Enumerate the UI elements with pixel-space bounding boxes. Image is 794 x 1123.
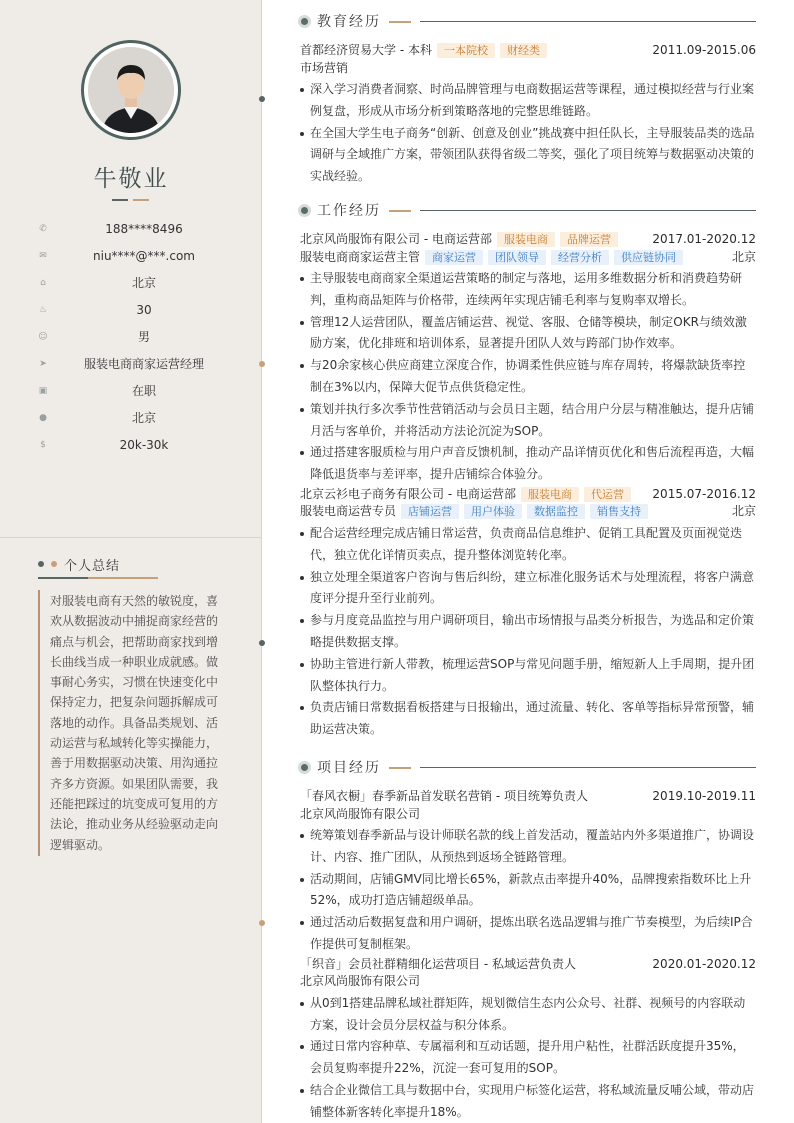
mail-icon: ✉ bbox=[39, 250, 47, 261]
summary-text: 对服装电商有天然的敏锐度，喜欢从数据波动中捕捉商家经营的痛点与机会，把帮助商家找到增长曲线当成一种职业成就感。做事耐心务实，习惯在快速变化中保持定力，把复杂问题拆解成可落地的动作。具备品类规划、活动运营与私域转化等实操能力，善于用数据驱动决策、用沟通拉齐多方资源。如果团队需要，我还能把踩过的坑变成可复用的方法论，推动业务从经验驱动走向逻辑驱动。 bbox=[38, 590, 224, 856]
location-pin-icon: ● bbox=[39, 412, 47, 423]
bullet-item: 与20余家核心供应商建立深度合作，协调柔性供应链与库存周转，将爆款缺货率控制在3%以内，保障大促节点供货稳定性。 bbox=[300, 355, 756, 399]
contact-value: 30 bbox=[136, 302, 152, 317]
sidebar bbox=[0, 0, 262, 1123]
project-date: 2019.10-2019.11 bbox=[652, 789, 756, 803]
education-bullets bbox=[300, 79, 756, 188]
tag-badge: 团队领导 bbox=[488, 250, 546, 265]
contact-row bbox=[38, 215, 248, 242]
tag-badge: 店铺运营 bbox=[401, 504, 459, 519]
bullet-item: 参与月度竞品监控与用户调研项目，输出市场情报与品类分析报告，为选品和定价策略提供数据支撑。 bbox=[300, 610, 756, 654]
gender-icon: ☺ bbox=[38, 331, 48, 342]
bullet-item: 策划并执行多次季节性营销活动与会员日主题，结合用户分层与精准触达，提升店铺月活与客单价，并将活动方法论沉淀为SOP。 bbox=[300, 399, 756, 443]
company-tags bbox=[492, 232, 618, 246]
company-name: 北京风尚服饰有限公司 - 电商运营部 bbox=[300, 232, 492, 246]
project-company: 北京风尚服饰有限公司 bbox=[300, 806, 421, 821]
tag-badge: 一本院校 bbox=[437, 43, 495, 58]
work-date: 2015.07-2016.12 bbox=[652, 486, 756, 501]
contact-value: 188****8496 bbox=[105, 221, 183, 236]
salary-icon: $ bbox=[40, 439, 46, 450]
education-section-header bbox=[298, 11, 756, 31]
work-section-header bbox=[298, 200, 756, 220]
contact-row bbox=[38, 296, 248, 323]
project-date: 2020.01-2020.12 bbox=[652, 956, 756, 971]
summary-title: 个人总结 bbox=[64, 559, 121, 574]
work-list bbox=[300, 231, 756, 741]
bullet-item: 通过搭建客服质检与用户声音反馈机制，推动产品详情页优化和售后流程再造，大幅降低退货率与差评率，提升店铺综合体验分。 bbox=[300, 442, 756, 486]
bullet-item: 通过日常内容种草、专属福利和互动话题，提升用户粘性，社群活跃度提升35%，会员复购率提升22%，沉淀一套可复用的SOP。 bbox=[300, 1036, 756, 1080]
section-title: 教育经历 bbox=[317, 14, 381, 30]
contact-info-list bbox=[38, 215, 248, 458]
company-tags bbox=[516, 487, 631, 501]
name-divider bbox=[112, 199, 150, 202]
section-accent-line bbox=[389, 21, 411, 23]
home-icon: ⌂ bbox=[40, 277, 46, 288]
work-role-row bbox=[300, 503, 756, 521]
work-bullets bbox=[300, 268, 756, 486]
job-role: 服装电商商家运营主管 bbox=[300, 249, 421, 264]
bullet-item: 从0到1搭建品牌私域社群矩阵，规划微信生态内公众号、社群、视频号的内容联动方案，设计会员分层权益与积分体系。 bbox=[300, 993, 756, 1037]
contact-row bbox=[38, 269, 248, 296]
bullet-item: 通过活动后数据复盘和用户调研，提炼出联名选品逻辑与推广节奏模型，为后续IP合作提供可复制框架。 bbox=[300, 912, 756, 956]
tag-badge: 数据监控 bbox=[527, 504, 585, 519]
tag-badge: 用户体验 bbox=[464, 504, 522, 519]
bullet-item: 独立处理全渠道客户咨询与售后纠纷，建立标准化服务话术与处理流程，将客户满意度评分提升至行业前列。 bbox=[300, 567, 756, 611]
project-section-header bbox=[298, 757, 756, 777]
send-icon: ➤ bbox=[39, 358, 47, 369]
contact-row bbox=[38, 242, 248, 269]
contact-value: niu****@***.com bbox=[93, 248, 195, 263]
project-entry bbox=[300, 788, 756, 956]
tag-badge: 销售支持 bbox=[590, 504, 648, 519]
contact-row bbox=[38, 350, 248, 377]
summary-underline bbox=[38, 577, 158, 579]
major: 市场营销 bbox=[300, 60, 349, 75]
section-rule bbox=[420, 21, 756, 22]
role-tags bbox=[396, 504, 648, 518]
project-bullets bbox=[300, 993, 756, 1123]
project-bullets bbox=[300, 825, 756, 956]
section-accent-line bbox=[389, 210, 411, 212]
bullet-item: 负责店铺日常数据看板搭建与日报输出，通过流量、转化、客单等指标异常预警，辅助运营决策。 bbox=[300, 697, 756, 741]
work-entry bbox=[300, 486, 756, 741]
main-content bbox=[262, 0, 794, 1123]
contact-row bbox=[38, 404, 248, 431]
profile-photo bbox=[88, 47, 174, 133]
section-accent-line bbox=[389, 767, 411, 769]
contact-value: 北京 bbox=[131, 411, 156, 425]
tag-badge: 供应链协同 bbox=[614, 250, 683, 265]
bullet-item: 活动期间，店铺GMV同比增长65%，新款点击率提升40%，品牌搜索指数环比上升52%，成功打造店铺超级单品。 bbox=[300, 869, 756, 913]
work-city: 北京 bbox=[731, 504, 756, 519]
school-name: 首都经济贸易大学 - 本科 bbox=[300, 43, 432, 57]
work-header-row bbox=[300, 231, 756, 249]
contact-value: 北京 bbox=[131, 276, 156, 290]
section-bullet-icon bbox=[298, 761, 311, 774]
project-list bbox=[300, 788, 756, 1123]
tag-badge: 经营分析 bbox=[551, 250, 609, 265]
contact-value: 男 bbox=[137, 330, 150, 344]
work-header-row bbox=[300, 486, 756, 504]
contact-value: 服装电商商家运营经理 bbox=[83, 357, 204, 371]
bullet-item: 统筹策划春季新品与设计师联名款的线上首发活动，覆盖站内外多渠道推广，协调设计、内容、推广团队，从预热到返场全链路管理。 bbox=[300, 825, 756, 869]
summary-dots-icon bbox=[38, 561, 60, 567]
bullet-item: 结合企业微信工具与数据中台，实现用户标签化运营，将私域流量反哺公域，带动店铺整体新客转化率提升18%。 bbox=[300, 1080, 756, 1123]
project-company: 北京风尚服饰有限公司 bbox=[300, 974, 421, 989]
job-role: 服装电商运营专员 bbox=[300, 504, 397, 519]
contact-row bbox=[38, 377, 248, 404]
work-entry bbox=[300, 231, 756, 486]
role-tags bbox=[420, 250, 683, 264]
bullet-item: 深入学习消费者洞察、时尚品牌管理与电商数据运营等课程，通过模拟经营与行业案例复盘，形成从市场分析到策略落地的完整思维链路。 bbox=[300, 79, 756, 123]
project-header-row bbox=[300, 788, 756, 806]
tag-badge: 服装电商 bbox=[497, 232, 555, 247]
bullet-item: 管理12人运营团队，覆盖店铺运营、视觉、客服、仓储等模块，制定OKR与绩效激励方案，优化排班和培训体系，显著提升团队人效与跨部门协作效率。 bbox=[300, 312, 756, 356]
tag-badge: 财经类 bbox=[500, 43, 547, 58]
contact-row bbox=[38, 431, 248, 458]
project-header-row bbox=[300, 956, 756, 974]
section-bullet-icon bbox=[298, 204, 311, 217]
contact-value: 在职 bbox=[131, 384, 156, 398]
sidebar-divider bbox=[0, 537, 262, 538]
timeline-dot bbox=[259, 96, 265, 102]
tag-badge: 品牌运营 bbox=[560, 232, 618, 247]
section-title: 项目经历 bbox=[317, 760, 381, 776]
cake-icon: ♨ bbox=[38, 304, 48, 315]
bullet-item: 协助主管进行新人带教，梳理运营SOP与常见问题手册，缩短新人上手周期，提升团队整体执行力。 bbox=[300, 654, 756, 698]
tag-badge: 商家运营 bbox=[425, 250, 483, 265]
section-rule bbox=[420, 210, 756, 211]
contact-row bbox=[38, 323, 248, 350]
education-entry bbox=[300, 42, 756, 188]
bullet-item: 配合运营经理完成店铺日常运营，负责商品信息维护、促销工具配置及页面视觉迭代，独立优化详情页卖点，提升整体浏览转化率。 bbox=[300, 523, 756, 567]
avatar bbox=[81, 40, 181, 140]
section-bullet-icon bbox=[298, 15, 311, 28]
timeline-dot bbox=[259, 920, 265, 926]
phone-icon: ✆ bbox=[39, 223, 47, 234]
tag-badge: 代运营 bbox=[584, 487, 631, 502]
tag-badge: 服装电商 bbox=[521, 487, 579, 502]
section-rule bbox=[420, 767, 756, 768]
bullet-item: 在全国大学生电子商务“创新、创意及创业”挑战赛中担任队长，主导服装品类的选品调研与全域推广方案，带领团队获得省级二等奖，强化了项目统筹与数据驱动决策的实战经验。 bbox=[300, 123, 756, 188]
section-title: 工作经历 bbox=[317, 203, 381, 219]
timeline-dot bbox=[259, 361, 265, 367]
work-bullets bbox=[300, 523, 756, 741]
timeline-dot bbox=[259, 640, 265, 646]
bullet-item: 主导服装电商商家全渠道运营策略的制定与落地，运用多维数据分析和消费趋势研判，重构商品矩阵与价格带，连续两年实现店铺毛利率与复购率双增长。 bbox=[300, 268, 756, 312]
project-name: 「织音」会员社群精细化运营项目 - 私域运营负责人 bbox=[300, 956, 576, 971]
summary-heading bbox=[38, 555, 178, 581]
project-name: 「春风衣橱」春季新品首发联名营销 - 项目统筹负责人 bbox=[300, 789, 588, 803]
education-date: 2011.09-2015.06 bbox=[652, 43, 756, 57]
contact-value: 20k-30k bbox=[119, 437, 169, 452]
work-city: 北京 bbox=[731, 249, 756, 264]
candidate-name: 牛敬业 bbox=[93, 166, 169, 192]
briefcase-icon: ▣ bbox=[38, 385, 48, 396]
work-date: 2017.01-2020.12 bbox=[652, 232, 756, 246]
work-role-row bbox=[300, 249, 756, 267]
company-name: 北京云衫电子商务有限公司 - 电商运营部 bbox=[300, 486, 516, 501]
project-entry bbox=[300, 956, 756, 1123]
